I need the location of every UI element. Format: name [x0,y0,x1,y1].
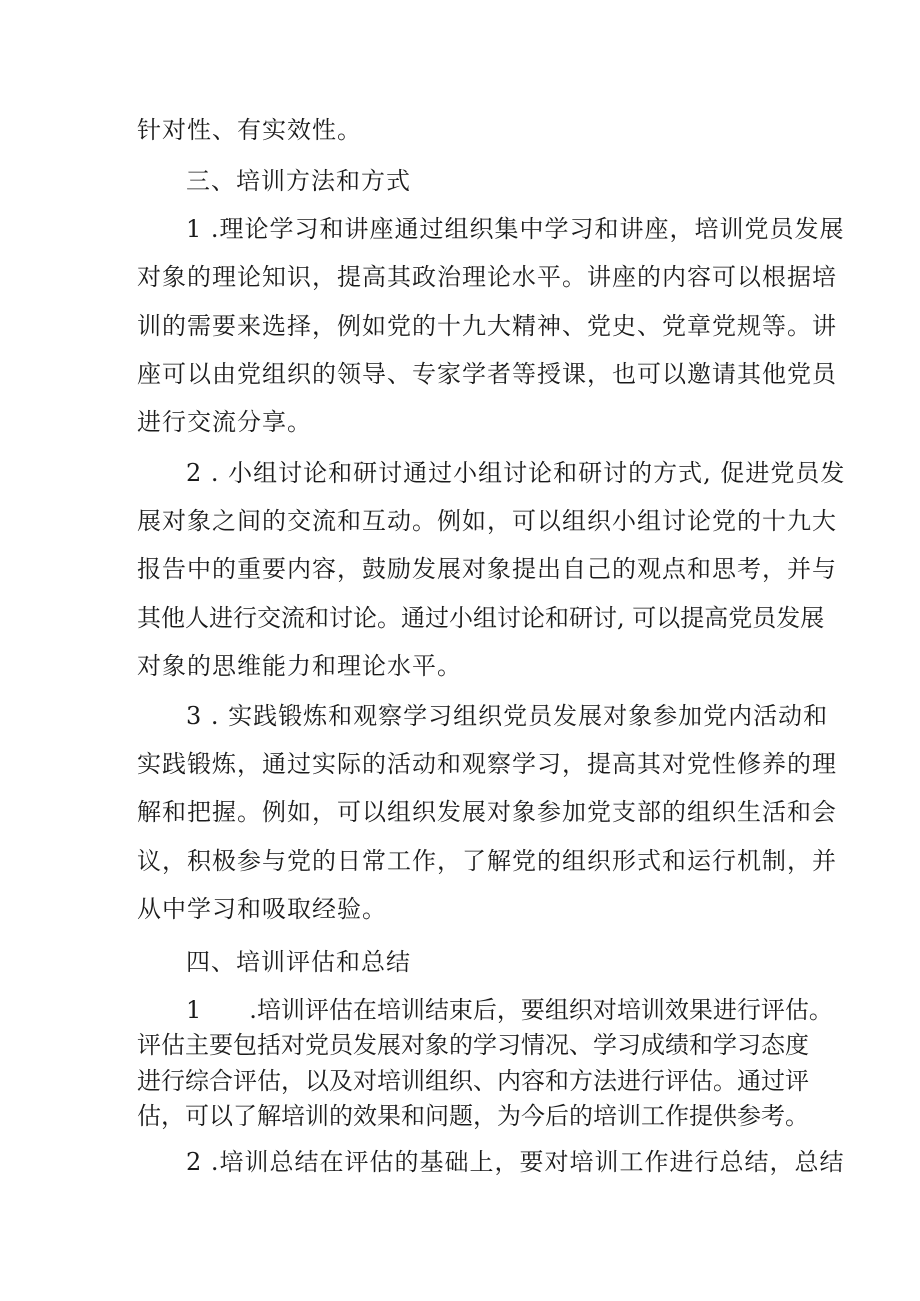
paragraph-line: 3 . 实践锻炼和观察学习组织党员发展对象参加党内活动和 [186,702,829,730]
paragraph-line: 进行交流分享。 [137,408,312,436]
paragraph-line: 1 .培训评估在培训结束后，要组织对培训效果进行评估。 [186,996,833,1024]
paragraph-line: 从中学习和吸取经验。 [137,895,387,923]
paragraph-line: 训的需要来选择，例如党的十九大精神、党史、党章党规等。讲 [137,312,837,340]
section-heading: 四、培训评估和总结 [186,948,411,976]
paragraph-line: 实践锻炼，通过实际的活动和观察学习，提高其对党性修养的理 [137,750,837,778]
paragraph-line: 评估主要包括对党员发展对象的学习情况、学习成绩和学习态度 [137,1031,809,1059]
paragraph-line: 座可以由党组织的领导、专家学者等授课，也可以邀请其他党员 [137,360,837,388]
paragraph-line: 对象的思维能力和理论水平。 [137,652,462,680]
paragraph-line: 进行综合评估，以及对培训组织、内容和方法进行评估。通过评 [137,1067,809,1095]
paragraph-line: 其他人进行交流和讨论。通过小组讨论和研讨, 可以提高党员发展 [137,604,825,632]
paragraph-line: 1 .理论学习和讲座通过组织集中学习和讲座，培训党员发展 [186,215,845,243]
paragraph-line: 议，积极参与党的日常工作，了解党的组织形式和运行机制，并 [137,847,837,875]
paragraph-line: 展对象之间的交流和互动。例如，可以组织小组讨论党的十九大 [137,507,837,535]
paragraph-line: 针对性、有实效性。 [137,116,362,144]
paragraph-line: 2 .培训总结在评估的基础上，要对培训工作进行总结，总结 [186,1148,845,1176]
paragraph-line: 解和把握。例如，可以组织发展对象参加党支部的组织生活和会 [137,798,837,826]
paragraph-line: 估，可以了解培训的效果和问题，为今后的培训工作提供参考。 [137,1102,809,1130]
paragraph-line: 2 . 小组讨论和研讨通过小组讨论和研讨的方式, 促进党员发 [186,459,846,487]
paragraph-line: 报告中的重要内容，鼓励发展对象提出自己的观点和思考，并与 [137,555,837,583]
paragraph-line: 对象的理论知识，提高其政治理论水平。讲座的内容可以根据培 [137,263,837,291]
section-heading: 三、培训方法和方式 [186,167,411,195]
